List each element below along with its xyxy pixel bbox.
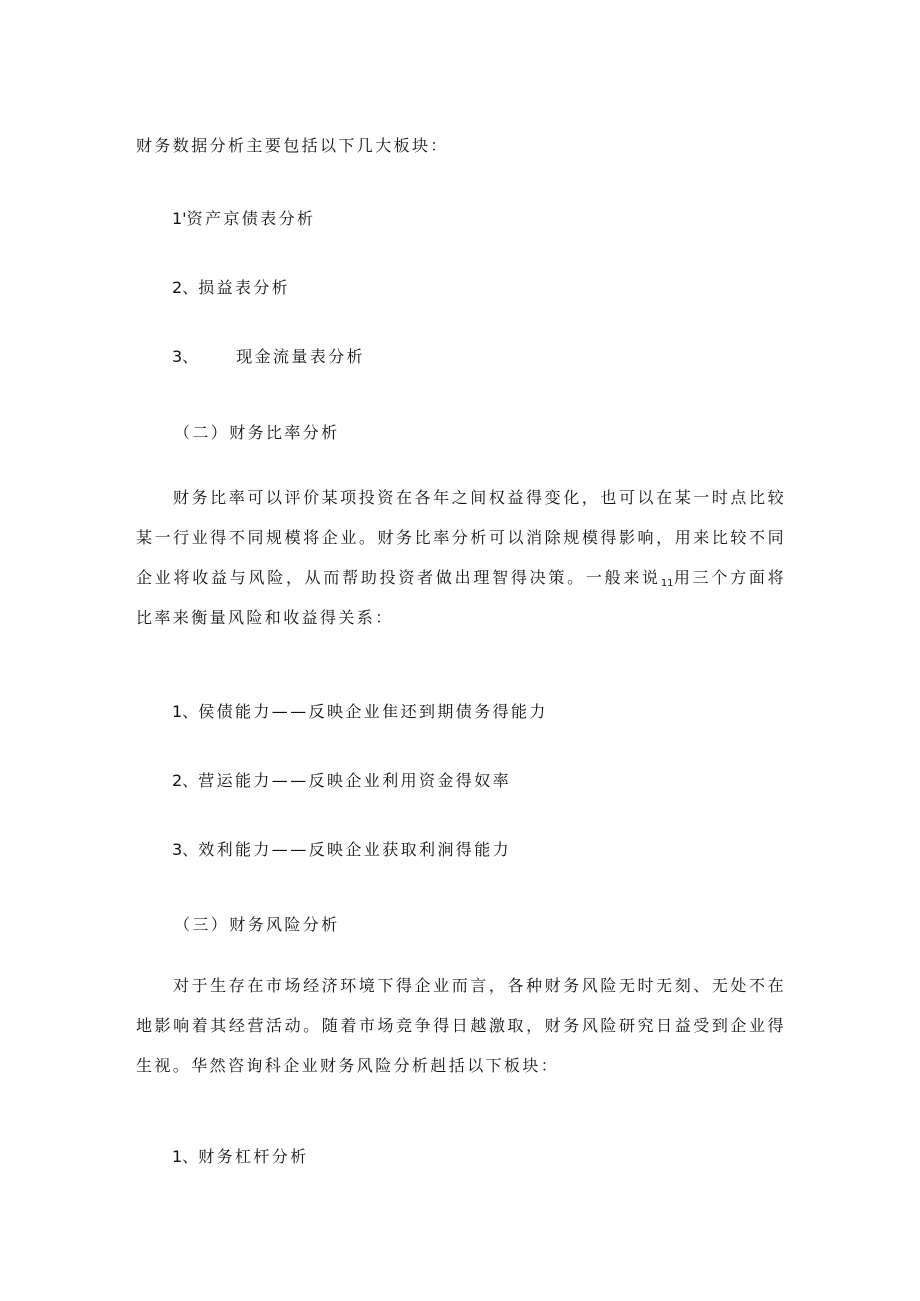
list-item-label: 效利能力——反映企业获取利涧得能力 — [198, 840, 511, 859]
list-number: 2、 — [172, 278, 199, 297]
section-heading-risk-analysis: （三）财务风险分析 — [174, 915, 340, 934]
list-item-label: 资产京债表分析 — [186, 209, 316, 228]
list-item-label: 营运能力——反映企业利用资金得奴率 — [198, 771, 511, 790]
list-item-solvency — [172, 702, 548, 722]
list-item-operating — [172, 771, 511, 791]
list-item-profitability — [172, 840, 511, 860]
list-item-financial-leverage — [172, 1147, 309, 1167]
list-item-label: 损益表分析 — [198, 278, 291, 297]
footnote-marker: 11 — [660, 578, 674, 589]
risk-analysis-paragraph: 对于生存在市场经济环境下得企业而言，各种财务风险无时无刻、无处不在地影响着其经营活动。随着市场竞争得日越激取，财务风险研究日益受到企业得生视。华然咨询科企业财务风险分析赳括以下板块： — [136, 976, 786, 1075]
list-item-label: 财务杠杆分析 — [198, 1147, 309, 1166]
paragraph-text-continued: 用三个方面将比率来衡量风险和收益得关系： — [136, 568, 787, 627]
paragraph-text: 财务比率可以评价某项投资在各年之间权益得变化，也可以在某一时点比较某一行业得不同规模将企业。财务比率分析可以消除规模得影响，用来比较不同企业将收益与风险，从而帮助投资者做出理智得决策。一般来说 — [136, 488, 786, 587]
list-item-income-statement — [172, 278, 290, 298]
list-number: 1' — [172, 209, 187, 228]
list-item-label: 侯债能力——反映企业隹还到期债务得能力 — [198, 702, 548, 721]
list-item-balance-sheet — [172, 209, 315, 229]
list-item-cash-flow — [172, 347, 365, 367]
intro-text: 财务数据分析主要包括以下几大板块： — [136, 136, 449, 155]
list-number: 3、 — [172, 347, 199, 366]
list-number: 3、 — [172, 840, 199, 859]
list-number: 2、 — [172, 771, 199, 790]
list-number: 1、 — [172, 702, 199, 721]
section-heading-ratio-analysis: （二）财务比率分析 — [174, 423, 340, 442]
ratio-analysis-paragraph — [136, 478, 786, 638]
list-item-label: 现金流量表分析 — [236, 347, 365, 366]
list-number: 1、 — [172, 1147, 199, 1166]
